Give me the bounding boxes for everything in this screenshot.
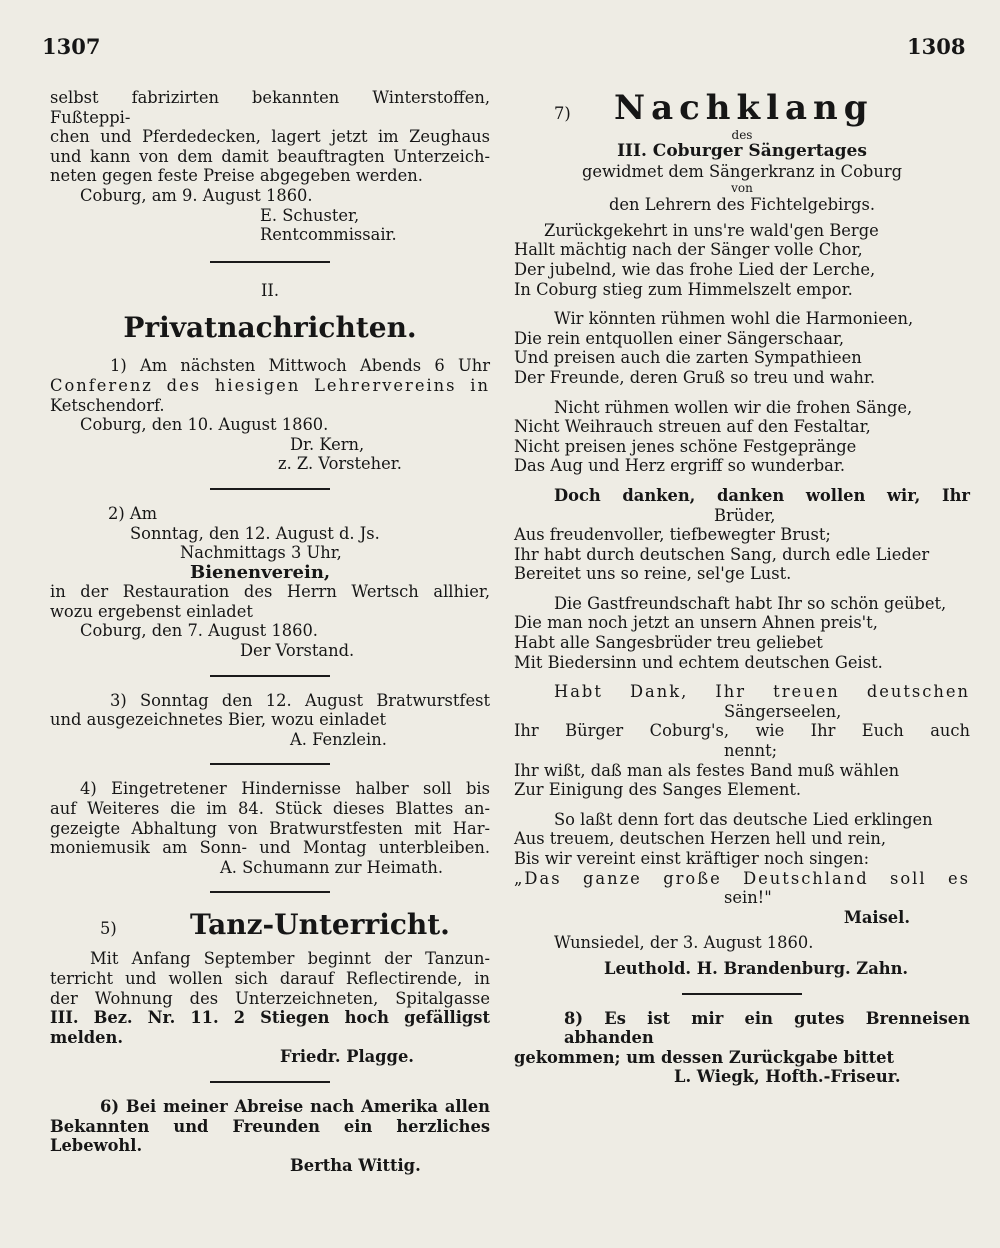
signature: Rentcommissair. (260, 225, 397, 245)
poem-line: sein!" (724, 888, 772, 908)
poem-line: „Das ganze große Deutschland soll es (514, 868, 970, 888)
text-line: und ausgezeichnetes Bier, wozu einladet (50, 710, 386, 730)
separator-rule (210, 488, 330, 490)
text-line: 4) Eingetretener Hindernisse halber soll bis (80, 779, 490, 799)
separator-rule (210, 1081, 330, 1083)
separator-rule (210, 261, 330, 263)
event-name: Bienenverein, (190, 561, 331, 583)
signature: L. Wiegk, Hofth.-Friseur. (674, 1067, 901, 1087)
poem-line: So laßt denn fort das deutsche Lied erklingen (554, 809, 933, 829)
poem-stanza (514, 594, 970, 672)
poem-stanza (514, 810, 970, 908)
poem-stanza (514, 398, 970, 476)
poem-line: Das Aug und Herz ergriff so wunderbar. (514, 456, 846, 476)
poem-line: Habt Dank, Ihr treuen deutschen (554, 682, 970, 702)
signature: z. Z. Vorsteher. (278, 454, 402, 474)
poem-line: Zurückgekehrt in uns're wald'gen Berge (544, 220, 879, 240)
notice-header (514, 88, 970, 128)
poem-line: Wir könnten rühmen wohl die Harmonieen, (554, 309, 914, 329)
signature: Friedr. Plagge. (280, 1047, 414, 1067)
text-line: 8) Es ist mir ein gutes Brenneisen abhanden (564, 1008, 970, 1048)
poem-line: Ihr wißt, daß man als festes Band muß wählen (514, 760, 900, 780)
poem-line: Bis wir vereint einst kräftiger noch singen: (514, 849, 870, 868)
text-line: terricht und wollen sich darauf Reflectirende, in (50, 969, 490, 988)
poem-stanza (514, 309, 970, 387)
poem-line: Aus freudenvoller, tiefbewegter Brust; (514, 525, 831, 545)
text-line: gekommen; um dessen Zurückgabe bittet (514, 1047, 895, 1067)
poem-line: Ihr Bürger Coburg's, wie Ihr Euch auch (514, 721, 970, 741)
signature: Bertha Wittig. (290, 1155, 421, 1175)
text-line: 6) Bei meiner Abreise nach Amerika allen (100, 1096, 490, 1116)
poem-line: Habt alle Sangesbrüder treu geliebet (514, 633, 823, 653)
poem-line: Nicht rühmen wollen wir die frohen Sänge, (554, 397, 913, 417)
notice-header (50, 907, 490, 943)
text-line: der Wohnung des Unterzeichneten, Spitalgasse (50, 988, 490, 1008)
poem-author: Maisel. (843, 907, 910, 927)
page-number-left: 1307 (42, 34, 101, 59)
poem-line: In Coburg stieg zum Himmelszelt empor. (514, 279, 853, 299)
notice-number: 7) (554, 104, 571, 123)
poem-heading: III. Coburger Sängertages (617, 141, 867, 161)
poem-line: Der jubelnd, wie das frohe Lied der Lerche, (514, 259, 876, 279)
dateline: Wunsiedel, der 3. August 1860. (554, 933, 814, 953)
separator-rule (682, 993, 802, 995)
notice-title: Tanz-Unterricht. (190, 908, 450, 942)
poem-title: Nachklang (614, 88, 874, 128)
dateline: Coburg, den 10. August 1860. (80, 415, 329, 435)
poem-line: Die rein entquollen einer Sängerschaar, (514, 328, 845, 348)
section-title: Privatnachrichten. (123, 311, 417, 345)
text-line: wozu ergebenst einladet (50, 601, 253, 621)
text-line: auf Weiteres die im 84. Stück dieses Blattes an- (50, 799, 490, 819)
text-line: Ketschendorf. (50, 395, 165, 415)
signature: Der Vorstand. (240, 641, 355, 661)
text-line: moniemusik am Sonn- und Montag unterbleiben. (50, 838, 490, 858)
text-line: III. Bez. Nr. 11. 2 Stiegen hoch gefälligst melden. (50, 1008, 490, 1047)
text-line: von (731, 181, 753, 196)
text-line: 3) Sonntag den 12. August Bratwurstfest (110, 690, 490, 710)
signature: E. Schuster, (260, 205, 360, 225)
text-line: Bekannten und Freunden ein herzliches Lebewohl. (50, 1116, 490, 1156)
poem-heading: gewidmet dem Sängerkranz in Coburg (581, 161, 903, 181)
separator-rule (210, 891, 330, 893)
dateline: Coburg, den 7. August 1860. (80, 621, 318, 641)
separator-rule (210, 675, 330, 677)
signature: A. Fenzlein. (290, 729, 387, 749)
poem-line: Sängerseelen, (724, 701, 842, 721)
text-line: Mit Anfang September beginnt der Tanzun- (90, 949, 490, 969)
text-line: 2) Am (108, 503, 158, 523)
left-column (50, 88, 490, 1175)
text-line: Nachmittags 3 Uhr, (180, 543, 342, 563)
poem-line: Die man noch jetzt an unsern Ahnen preis't, (514, 613, 878, 633)
poem-line: Und preisen auch die zarten Sympathieen (514, 348, 862, 368)
poem-line: Bereitet uns so reine, sel'ge Lust. (514, 564, 792, 584)
signature: Leuthold. H. Brandenburg. Zahn. (604, 958, 909, 978)
text-line: selbst fabrizirten bekannten Winterstoffen, Fußteppi- (50, 88, 490, 127)
poem-line: Der Freunde, deren Gruß so treu und wahr. (514, 367, 876, 387)
poem-line: Hallt mächtig nach der Sänger volle Chor, (514, 240, 863, 260)
signature: Dr. Kern, (290, 434, 365, 454)
text-line: Conferenz des hiesigen Lehrervereins in (50, 375, 490, 395)
poem-stanza (514, 486, 970, 584)
poem-line: Aus treuem, deutschen Herzen hell und rein, (514, 829, 887, 849)
section-number: II. (260, 280, 280, 300)
right-column (514, 88, 970, 1087)
text-line: gezeigte Abhaltung von Bratwurstfesten mit Har- (50, 818, 490, 838)
poem-line: Doch danken, danken wollen wir, Ihr (554, 485, 970, 505)
text-line: des (731, 128, 753, 142)
text-line: chen und Pferdedecken, lagert jetzt im Zeughaus (50, 127, 490, 147)
poem-line: Mit Biedersinn und echtem deutschen Geist. (514, 652, 883, 672)
signature: A. Schumann zur Heimath. (220, 857, 444, 877)
page-number-right: 1308 (907, 34, 966, 59)
text-line: Sonntag, den 12. August d. Js. (130, 523, 380, 543)
text-line: und kann von dem damit beauftragten Unterzeich- (50, 146, 490, 166)
notice-number: 5) (100, 919, 117, 939)
poem-stanza (514, 221, 970, 299)
poem-line: nennt; (724, 741, 778, 761)
poem-line: Nicht Weihrauch streuen auf den Festaltar, (514, 417, 871, 437)
dateline: Coburg, am 9. August 1860. (80, 185, 313, 205)
text-line: in der Restauration des Herrn Wertsch allhier, (50, 582, 490, 602)
poem-line: Ihr habt durch deutschen Sang, durch edle Lieder (514, 544, 930, 564)
poem-line: Nicht preisen jenes schöne Festgepränge (514, 436, 857, 456)
poem-line: Die Gastfreundschaft habt Ihr so schön geübet, (554, 593, 947, 613)
text-line: 1) Am nächsten Mittwoch Abends 6 Uhr (110, 356, 490, 376)
poem-stanza (514, 682, 970, 800)
separator-rule (210, 763, 330, 765)
poem-heading: den Lehrern des Fichtelgebirgs. (608, 195, 876, 215)
poem-line: Zur Einigung des Sanges Element. (514, 780, 802, 800)
poem-line: Brüder, (714, 505, 776, 525)
text-line: neten gegen feste Preise abgegeben werden. (50, 166, 423, 186)
